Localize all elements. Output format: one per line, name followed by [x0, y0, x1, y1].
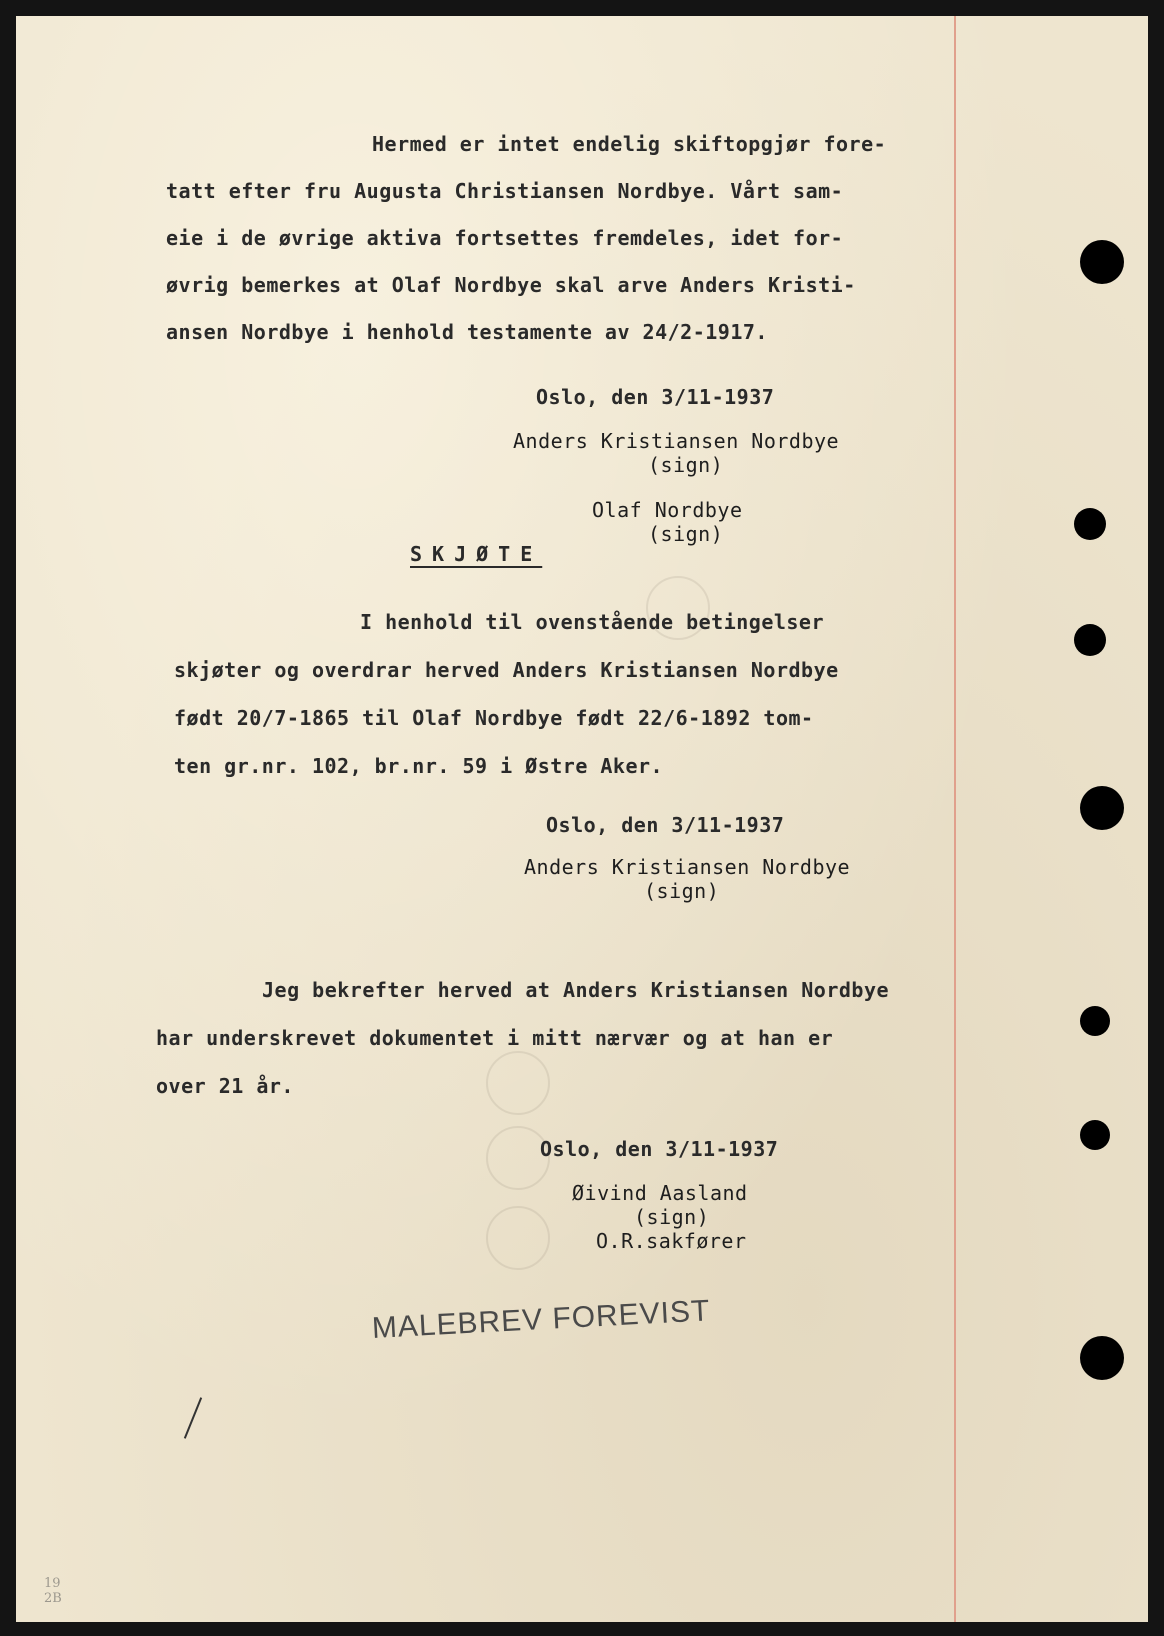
watermark-ring [486, 1206, 550, 1270]
signature-mark: (sign) [648, 453, 724, 477]
paragraph1-line: tatt efter fru Augusta Christiansen Nordbye. Vårt sam- [166, 179, 844, 203]
paragraph1-line: Hermed er intet endelig skiftopgjør fore- [372, 132, 887, 156]
pencil-mark [184, 1397, 202, 1439]
punch-hole [1080, 240, 1124, 284]
signature-mark: (sign) [644, 879, 720, 903]
punch-hole [1074, 624, 1106, 656]
malebrev-stamp: MALEBREV FOREVIST [371, 1294, 712, 1345]
paragraph1-line: øvrig bemerkes at Olaf Nordbye skal arve Anders Kristi- [166, 273, 856, 297]
paragraph2-line: ten gr.nr. 102, br.nr. 59 i Østre Aker. [174, 754, 664, 778]
signatory-name: Anders Kristiansen Nordbye [524, 855, 851, 879]
place-date: Oslo, den 3/11-1937 [540, 1137, 779, 1161]
punch-hole [1080, 1006, 1110, 1036]
paragraph3-line: Jeg bekrefter herved at Anders Kristiansen Nordbye [262, 978, 890, 1002]
signatory-name: Olaf Nordbye [592, 498, 743, 522]
signatory-name: Øivind Aasland [572, 1181, 748, 1205]
paragraph1-line: ansen Nordbye i henhold testamente av 24/2-1917. [166, 320, 768, 344]
red-margin-line [954, 16, 956, 1622]
margin-mark [44, 1576, 62, 1606]
punch-hole [1074, 508, 1106, 540]
place-date: Oslo, den 3/11-1937 [536, 385, 775, 409]
paragraph3-line: over 21 år. [156, 1074, 294, 1098]
place-date: Oslo, den 3/11-1937 [546, 813, 785, 837]
signature-mark: (sign) [634, 1205, 710, 1229]
signatory-title: O.R.sakfører [596, 1229, 747, 1253]
signatory-name: Anders Kristiansen Nordbye [513, 429, 840, 453]
punch-hole [1080, 786, 1124, 830]
punch-hole [1080, 1336, 1124, 1380]
document-heading: SKJØTE [410, 542, 543, 566]
margin-mark-line: 19 [44, 1576, 61, 1591]
paragraph1-line: eie i de øvrige aktiva fortsettes fremdeles, idet for- [166, 226, 844, 250]
paragraph2-line: skjøter og overdrar herved Anders Kristiansen Nordbye [174, 658, 839, 682]
paragraph2-line: I henhold til ovenstående betingelser [360, 610, 825, 634]
margin-mark-line: 2B [44, 1591, 62, 1606]
punch-hole [1080, 1120, 1110, 1150]
document-page [16, 16, 1148, 1622]
paragraph3-line: har underskrevet dokumentet i mitt nærvær og at han er [156, 1026, 834, 1050]
watermark-ring [486, 1051, 550, 1115]
paragraph2-line: født 20/7-1865 til Olaf Nordbye født 22/6-1892 tom- [174, 706, 814, 730]
signature-mark: (sign) [648, 522, 724, 546]
